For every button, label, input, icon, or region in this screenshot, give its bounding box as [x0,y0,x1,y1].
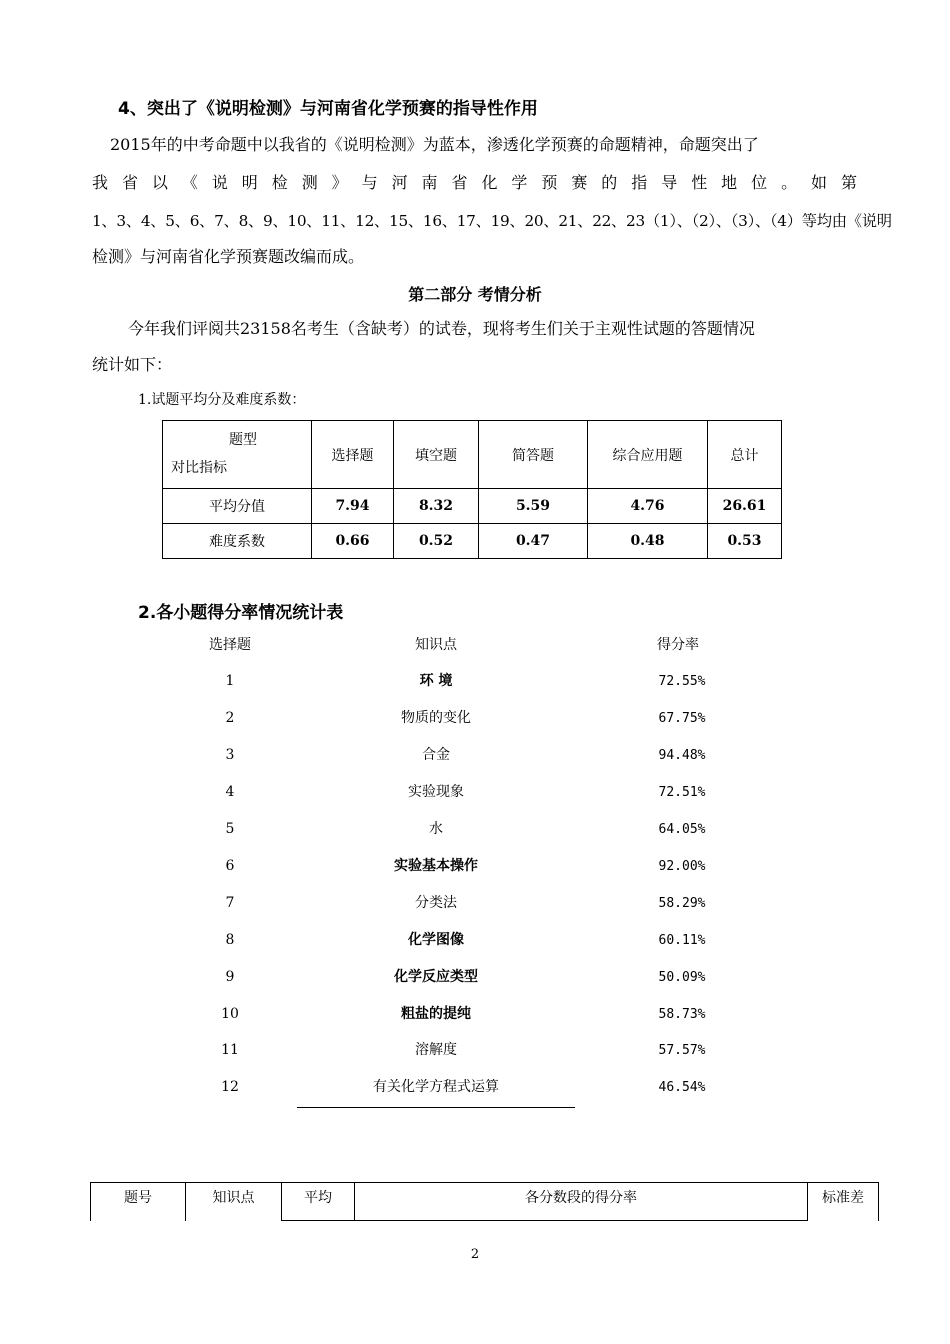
knowledge-point: 合金 [422,747,450,763]
table1-corner-bottom: 对比指标 [171,460,227,476]
table1-cell: 26.61 [708,489,782,524]
table-row [0,959,950,996]
question-number: 10 [221,1006,239,1022]
table1-row-label: 难度系数 [163,524,312,559]
table1-corner-top: 题型 [229,432,257,448]
score-distribution-table [90,1182,879,1221]
table1-col-header: 综合应用题 [588,421,708,489]
table2-header-rate: 得分率 [657,637,699,653]
difficulty-table [162,420,782,559]
knowledge-point: 化学图像 [408,932,464,948]
score-rate: 94.48% [658,748,706,763]
knowledge-point: 实验现象 [408,784,464,800]
table1-cell: 0.52 [394,524,479,559]
table1-corner-cell [163,421,312,489]
section-divider [297,1107,575,1108]
table1-col-header: 简答题 [479,421,588,489]
question-number: 6 [225,858,235,874]
table1-col-header: 选择题 [312,421,394,489]
table-row [0,1069,950,1106]
table-row [0,1032,950,1069]
question-number: 11 [221,1042,239,1058]
table1-col-header: 总计 [708,421,782,489]
table3-header: 标准差 [808,1183,879,1221]
knowledge-point: 实验基本操作 [394,858,478,874]
score-rate: 64.05% [658,822,706,837]
table3-header: 知识点 [186,1183,282,1221]
table2-header-kp: 知识点 [415,637,457,653]
section4-line4: 检测》与河南省化学预赛题改编而成。 [92,247,365,266]
section4-line2: 我省以《说明检测》与河南省化学预赛的指导性地位。如第 [92,173,858,192]
table3-header-row [91,1183,879,1221]
question-number: 5 [225,821,235,837]
knowledge-point: 分类法 [415,895,457,911]
table1-cell: 0.47 [479,524,588,559]
table1-cell: 7.94 [312,489,394,524]
question-number: 8 [225,932,235,948]
part2-intro-line2: 统计如下： [92,355,173,374]
section4-line3: 1、3、4、5、6、7、8、9、10、11、12、15、16、17、19、20、21、22、23（1）、（2）、（3）、（4）等均由《说明 [92,212,892,230]
table-row [0,737,950,774]
score-rate: 72.51% [658,785,706,800]
question-number: 4 [225,784,235,800]
question-number: 2 [225,710,235,726]
score-rate: 58.73% [658,1007,706,1022]
knowledge-point: 有关化学方程式运算 [373,1079,499,1095]
score-rate: 50.09% [658,970,706,985]
table1-cell: 5.59 [479,489,588,524]
score-rate: 46.54% [658,1080,706,1095]
score-rate: 57.57% [658,1043,706,1058]
table1-row [163,489,782,524]
knowledge-point: 溶解度 [415,1042,457,1058]
part2-title: 第二部分 考情分析 [408,285,542,304]
table1-cell: 0.66 [312,524,394,559]
table-row [0,663,950,700]
table1-col-header: 填空题 [394,421,479,489]
table2-title: 2.各小题得分率情况统计表 [138,603,344,623]
question-number: 3 [225,747,235,763]
table3-header: 各分数段的得分率 [355,1183,808,1221]
question-number: 12 [221,1079,239,1095]
table-row [0,700,950,737]
table1-cell: 4.76 [588,489,708,524]
table1-header-row [163,421,782,489]
table-row [0,774,950,811]
table1-cell: 8.32 [394,489,479,524]
knowledge-point: 化学反应类型 [394,969,478,985]
score-rate: 58.29% [658,896,706,911]
score-rate: 92.00% [658,859,706,874]
knowledge-point: 物质的变化 [401,710,471,726]
table1-row [163,524,782,559]
knowledge-point: 粗盐的提纯 [401,1006,471,1022]
question-number: 7 [225,895,235,911]
table-row [0,885,950,922]
section4-heading: 4、突出了《说明检测》与河南省化学预赛的指导性作用 [118,99,538,119]
part2-intro-line1: 今年我们评阅共23158名考生（含缺考）的试卷，现将考生们关于主观性试题的答题情况 [128,319,755,338]
page-number: 2 [470,1247,480,1262]
knowledge-point: 环 境 [419,673,453,689]
table-row [0,811,950,848]
question-number: 1 [225,673,235,689]
table1-cell: 0.48 [588,524,708,559]
table-row [0,922,950,959]
table-row [0,848,950,885]
table3-header: 平均 [282,1183,355,1221]
question-number: 9 [225,969,235,985]
knowledge-point: 水 [429,821,443,837]
table1-row-label: 平均分值 [163,489,312,524]
score-rate: 60.11% [658,933,706,948]
table-row [0,996,950,1033]
table1-caption: 1.试题平均分及难度系数： [138,392,306,408]
score-rate: 67.75% [658,711,706,726]
table3-header: 题号 [91,1183,186,1221]
score-rate: 72.55% [658,674,706,689]
section4-line1: 2015年的中考命题中以我省的《说明检测》为蓝本，渗透化学预赛的命题精神，命题突出了 [110,135,759,154]
table2-header-num: 选择题 [209,637,251,653]
table1-cell: 0.53 [708,524,782,559]
